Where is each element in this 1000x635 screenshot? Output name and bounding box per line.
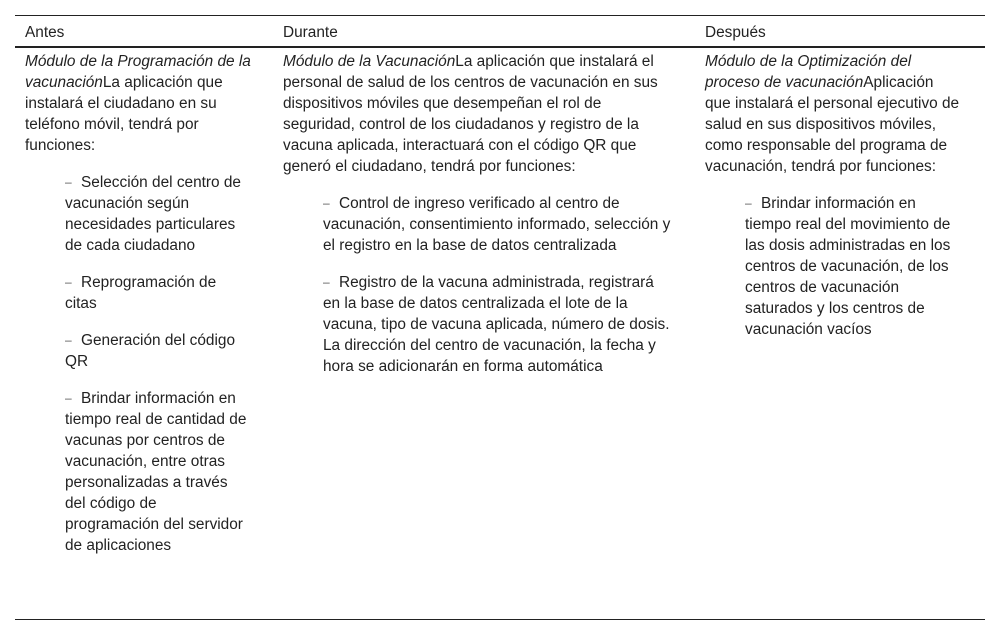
table-top-rule (15, 15, 985, 16)
module-title: Módulo de la Programación de la vacunación (25, 53, 251, 91)
bullet-dash: – (65, 333, 72, 347)
list-item-text: Selección del centro de vacunación según necesidades particulares de cada ciudadano (65, 174, 241, 254)
function-list (25, 172, 253, 556)
list-item-text: Generación del código QR (65, 332, 236, 370)
list-item (323, 193, 673, 256)
cell-durante (283, 51, 673, 377)
module-title: Módulo de la Vacunación (283, 53, 456, 70)
cell-lead (705, 51, 960, 177)
bullet-dash: – (745, 196, 752, 210)
module-title: Módulo de la Optimización del proceso de vacunación (705, 53, 912, 91)
table-header-rule (15, 46, 985, 48)
list-item (323, 272, 673, 377)
bullet-dash: – (65, 391, 72, 405)
bullet-dash: – (65, 175, 72, 189)
module-intro: La aplicación que instalará el personal de salud de los centros de vacunación en sus dispositivos móviles que desempeñan el rol de seguridad, control de los ciudadanos y registro de la vacuna aplicada, interactuará con el código QR que generó el ciudadano, tendrá por funciones: (283, 53, 658, 175)
header-durante: Durante (283, 24, 338, 41)
list-item (745, 193, 960, 340)
bullet-dash: – (65, 275, 72, 289)
list-item-text: Brindar información en tiempo real de cantidad de vacunas por centros de vacunación, entre otras personalizadas a través del código de programación del servidor de aplicaciones (65, 390, 247, 554)
function-list (705, 193, 960, 340)
list-item-text: Control de ingreso verificado al centro de vacunación, consentimiento informado, selección y el registro en la base de datos centralizada (323, 195, 671, 254)
module-intro: La aplicación que instalará el ciudadano en su teléfono móvil, tendrá por funciones: (25, 74, 223, 154)
list-item-text: Reprogramación de citas (65, 274, 217, 312)
bullet-dash: – (323, 275, 330, 289)
list-item-text: Brindar información en tiempo real del movimiento de las dosis administradas en los centros de vacunación, de los centros de vacunación saturados y los centros de vacunación vacíos (745, 195, 951, 338)
cell-despues (705, 51, 960, 340)
table-bottom-rule (15, 619, 985, 620)
list-item (65, 330, 250, 372)
function-list (283, 193, 673, 377)
list-item-text: Registro de la vacuna administrada, registrará en la base de datos centralizada el lote de la vacuna, tipo de vacuna aplicada, número de dosis. La dirección del centro de vacunación, la fecha y hora se adicionarán en forma automática (323, 274, 670, 375)
cell-lead (283, 51, 673, 177)
cell-lead (25, 51, 253, 156)
list-item (65, 272, 250, 314)
list-item (65, 388, 250, 556)
module-intro: Aplicación que instalará el personal ejecutivo de salud en sus dispositivos móviles, como responsable del programa de vacunación, tendrá por funciones: (705, 74, 960, 175)
list-item (65, 172, 250, 256)
header-antes: Antes (25, 24, 65, 41)
bullet-dash: – (323, 196, 330, 210)
cell-antes (25, 51, 253, 556)
header-despues: Después (705, 24, 766, 41)
